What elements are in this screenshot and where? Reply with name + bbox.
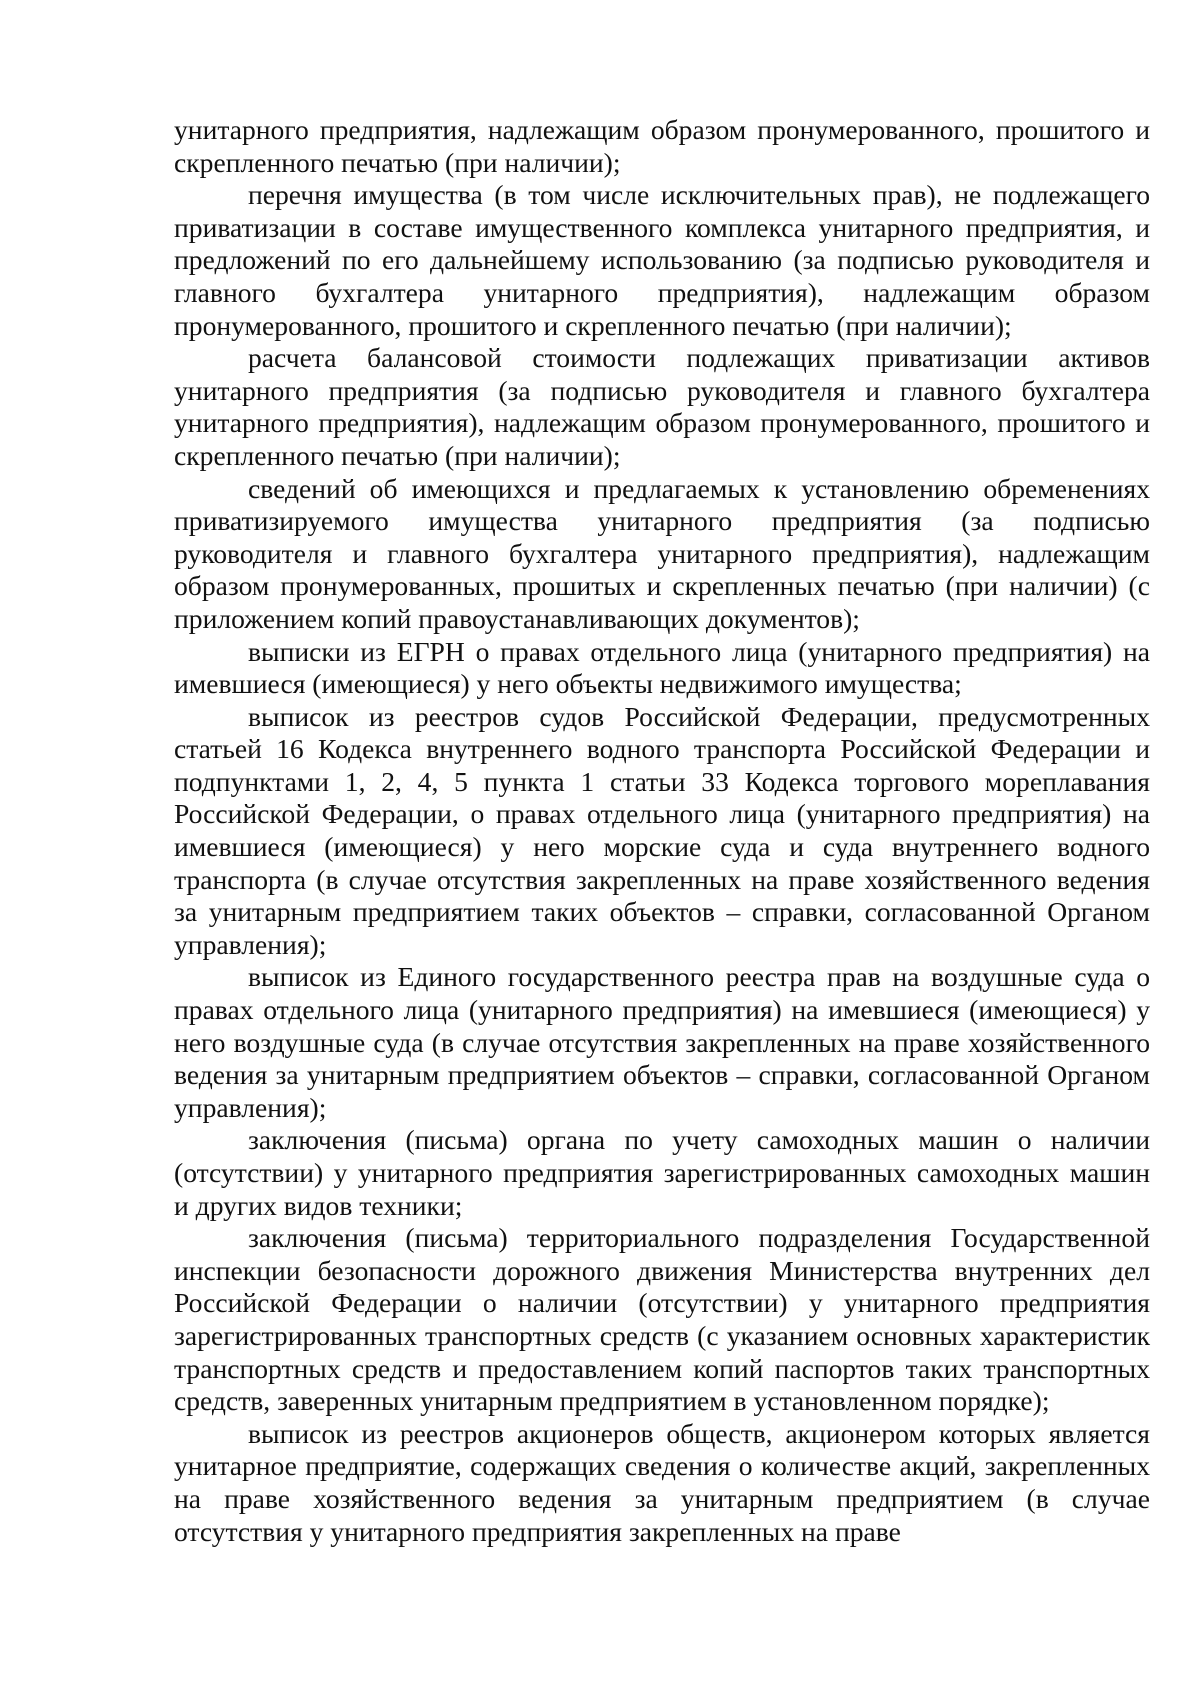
- paragraph-5: выписки из ЕГРН о правах отдельного лица (унитарного предприятия) на имевшиеся (имеющиеся) у него объекты недвижимого имущества;: [174, 635, 1150, 700]
- paragraph-6: выписок из реестров судов Российской Федерации, предусмотренных статьей 16 Кодекса внутреннего водного транспорта Российской Федерации и подпунктами 1, 2, 4, 5 пункта 1 статьи 33 Кодекса торгового мореплавания Российской Федерации, о правах отдельного лица (унитарного предприятия) на имевшиеся (имеющиеся) у него морские суда и суда внутреннего водного транспорта (в случае отсутствия закрепленных на праве хозяйственного ведения за унитарным предприятием таких объектов – справки, согласованной Органом управления);: [174, 700, 1150, 960]
- paragraph-1: унитарного предприятия, надлежащим образом пронумерованного, прошитого и скрепленного печатью (при наличии);: [174, 114, 1150, 178]
- paragraph-3: расчета балансовой стоимости подлежащих приватизации активов унитарного предприятия (за подписью руководителя и главного бухгалтера унитарного предприятия), надлежащим образом пронумерованного, прошитого и скрепленного печатью (при наличии);: [174, 342, 1150, 471]
- document-page: [174, 114, 1150, 1548]
- paragraph-10: выписок из реестров акционеров обществ, акционером которых является унитарное предприятие, содержащих сведения о количестве акций, закрепленных на праве хозяйственного ведения за унитарным предприятием (в случае отсутствия у унитарного предприятия закрепленных на праве: [174, 1417, 1150, 1547]
- paragraph-8: заключения (письма) органа по учету самоходных машин о наличии (отсутствии) у унитарного предприятия зарегистрированных самоходных машин и других видов техники;: [174, 1124, 1150, 1221]
- paragraph-2: перечня имущества (в том числе исключительных прав), не подлежащего приватизации в составе имущественного комплекса унитарного предприятия, и предложений по его дальнейшему использованию (за подписью руководителя и главного бухгалтера унитарного предприятия), надлежащим образом пронумерованного, прошитого и скрепленного печатью (при наличии);: [174, 179, 1150, 341]
- paragraph-9: заключения (письма) территориального подразделения Государственной инспекции безопасности дорожного движения Министерства внутренних дел Российской Федерации о наличии (отсутствии) у унитарного предприятия зарегистрированных транспортных средств (с указанием основных характеристик транспортных средств и предоставлением копий паспортов таких транспортных средств, заверенных унитарным предприятием в установленном порядке);: [174, 1222, 1150, 1417]
- paragraph-7: выписок из Единого государственного реестра прав на воздушные суда о правах отдельного лица (унитарного предприятия) на имевшиеся (имеющиеся) у него воздушные суда (в случае отсутствия закрепленных на праве хозяйственного ведения за унитарным предприятием объектов – справки, согласованной Органом управления);: [174, 961, 1150, 1123]
- paragraph-4: сведений об имеющихся и предлагаемых к установлению обременениях приватизируемого имущества унитарного предприятия (за подписью руководителя и главного бухгалтера унитарного предприятия), надлежащим образом пронумерованных, прошитых и скрепленных печатью (при наличии) (с приложением копий правоустанавливающих документов);: [174, 472, 1150, 634]
